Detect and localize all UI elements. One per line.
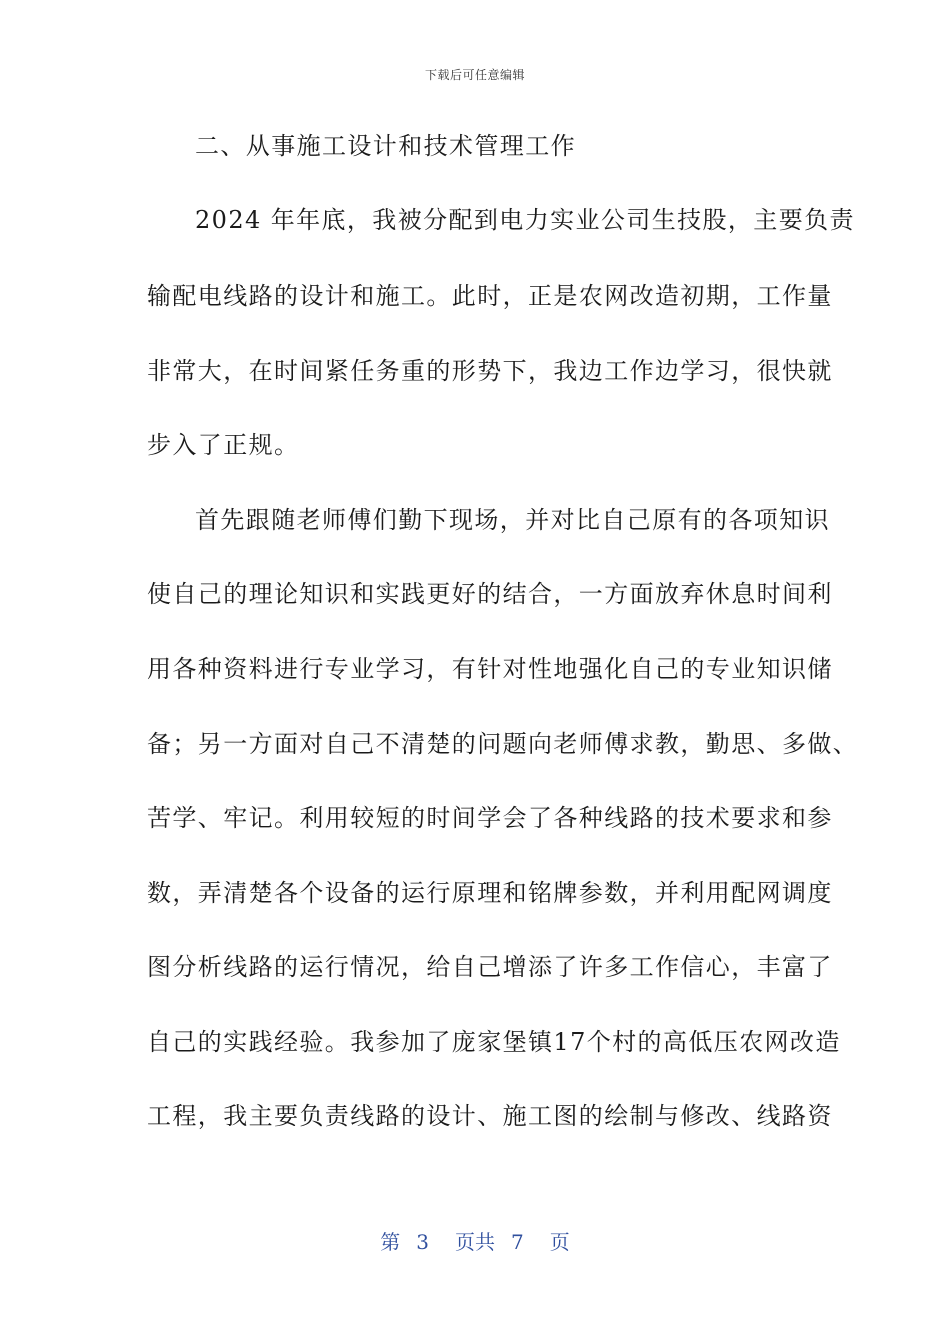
footer-middle: 页共 xyxy=(455,1230,495,1254)
paragraph-2-line-9: 工程，我主要负责线路的设计、施工图的绘制与修改、线路资 xyxy=(147,1102,833,1130)
paragraph-1-line-4: 步入了正规。 xyxy=(147,431,300,459)
section-heading: 二、从事施工设计和技术管理工作 xyxy=(195,132,576,160)
paragraph-2-line-7: 图分析线路的运行情况，给自己增添了许多工作信心，丰富了 xyxy=(147,953,833,981)
footer-suffix: 页 xyxy=(549,1230,570,1254)
paragraph-2-line-1: 首先跟随老师傅们勤下现场，并对比自己原有的各项知识 xyxy=(195,506,830,534)
footer-prefix: 第 xyxy=(380,1230,401,1254)
paragraph-2-line-4: 备；另一方面对自己不清楚的问题向老师傅求教，勤思、多做、 xyxy=(147,730,859,758)
paragraph-1-line-3: 非常大，在时间紧任务重的形势下，我边工作边学习，很快就 xyxy=(147,357,833,385)
paragraph-1-line-2: 输配电线路的设计和施工。此时，正是农网改造初期，工作量 xyxy=(147,282,833,310)
footer-current-page: 3 xyxy=(416,1230,429,1254)
paragraph-2-line-8: 自己的实践经验。我参加了庞家堡镇17个村的高低压农网改造 xyxy=(147,1028,841,1056)
paragraph-2-line-3: 用各种资料进行专业学习，有针对性地强化自己的专业知识储 xyxy=(147,655,833,683)
paragraph-2-line-2: 使自己的理论知识和实践更好的结合，一方面放弃休息时间利 xyxy=(147,580,833,608)
page-header: 下载后可任意编辑 xyxy=(424,68,525,82)
footer-total-pages: 7 xyxy=(511,1230,524,1254)
paragraph-1-line-1: 2024 年年底，我被分配到电力实业公司生技股，主要负责 xyxy=(195,206,855,234)
paragraph-2-line-5: 苦学、牢记。利用较短的时间学会了各种线路的技术要求和参 xyxy=(147,804,833,832)
page-footer xyxy=(0,1226,950,1255)
paragraph-2-line-6: 数，弄清楚各个设备的运行原理和铭牌参数，并利用配网调度 xyxy=(147,879,833,907)
